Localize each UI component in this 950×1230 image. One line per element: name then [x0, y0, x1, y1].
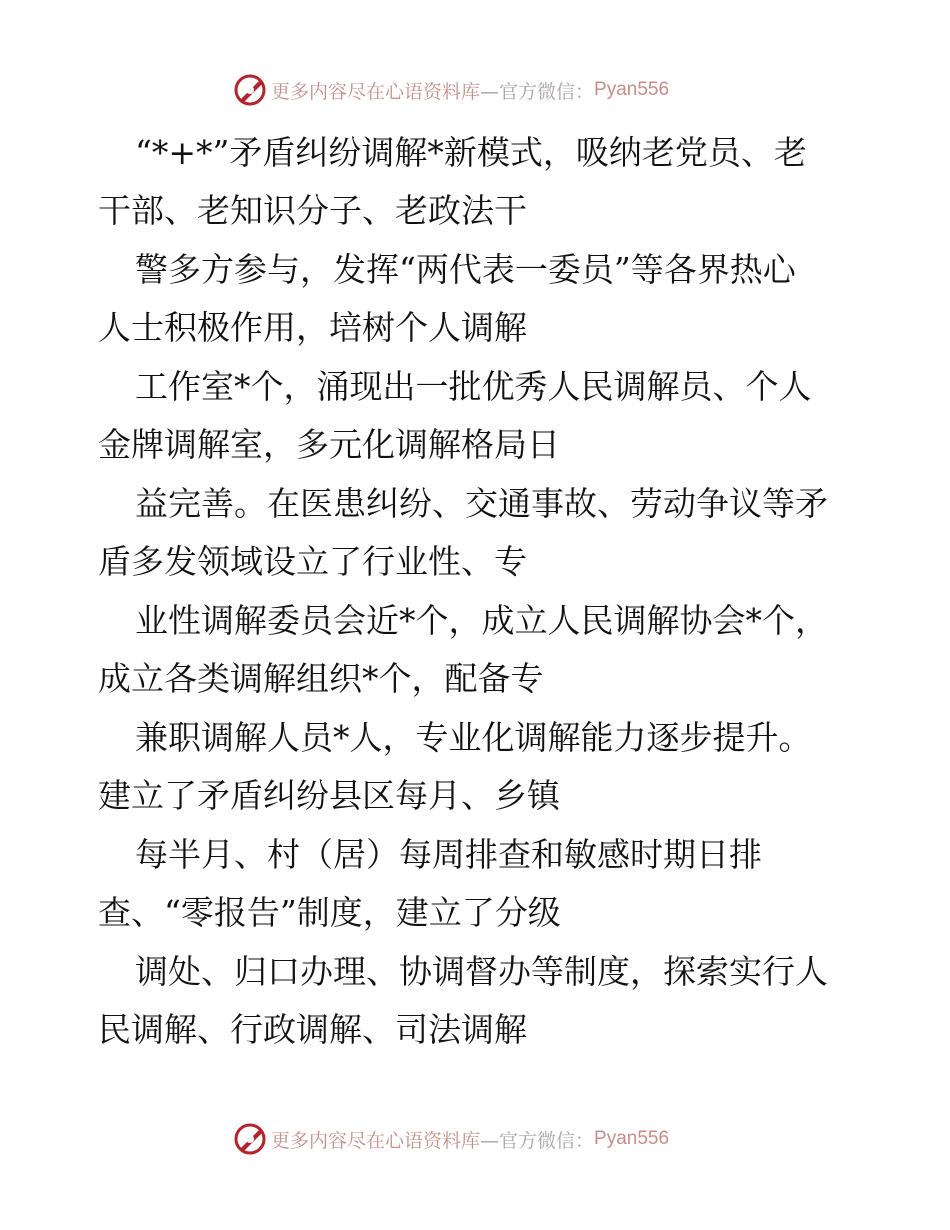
body-line: 金牌调解室，多元化调解格局日	[98, 425, 560, 464]
body-line: 人士积极作用，培树个人调解	[98, 308, 527, 347]
header-banner-text: 更多内容尽在心语资料库	[271, 80, 481, 103]
header-banner-separator: —官方微信：	[480, 80, 595, 103]
pen-logo-icon	[233, 73, 267, 107]
body-line: 工作室*个，涌现出一批优秀人民调解员、个人	[135, 367, 812, 406]
footer-banner-wechat-id: Pyan556	[594, 1128, 670, 1149]
body-line: 警多方参与，发挥“两代表一委员”等各界热心	[135, 250, 796, 289]
body-line: 业性调解委员会近*个，成立人民调解协会*个，	[135, 601, 828, 640]
body-line: 盾多发领域设立了行业性、专	[98, 542, 527, 581]
body-line: 调处、归口办理、协调督办等制度，探索实行人	[135, 952, 828, 991]
body-line: 查、“零报告”制度，建立了分级	[98, 893, 561, 932]
body-line: 益完善。在医患纠纷、交通事故、劳动争议等矛	[135, 484, 828, 523]
header-banner	[233, 72, 713, 108]
body-line: 建立了矛盾纠纷县区每月、乡镇	[98, 776, 560, 815]
body-line: 每半月、村（居）每周排查和敏感时期日排	[135, 835, 762, 874]
body-line: “*+*”矛盾纠纷调解*新模式，吸纳老党员、老	[135, 133, 807, 172]
pen-logo-icon	[233, 1122, 267, 1156]
header-banner-wechat-id: Pyan556	[594, 79, 670, 100]
footer-banner-text: 更多内容尽在心语资料库	[271, 1129, 481, 1152]
footer-banner-separator: —官方微信：	[480, 1129, 595, 1152]
body-line: 干部、老知识分子、老政法干	[98, 191, 527, 230]
body-line: 民调解、行政调解、司法调解	[98, 1010, 527, 1049]
body-line: 兼职调解人员*人，专业化调解能力逐步提升。	[135, 718, 812, 757]
body-line: 成立各类调解组织*个，配备专	[98, 659, 544, 698]
footer-banner	[233, 1121, 713, 1157]
